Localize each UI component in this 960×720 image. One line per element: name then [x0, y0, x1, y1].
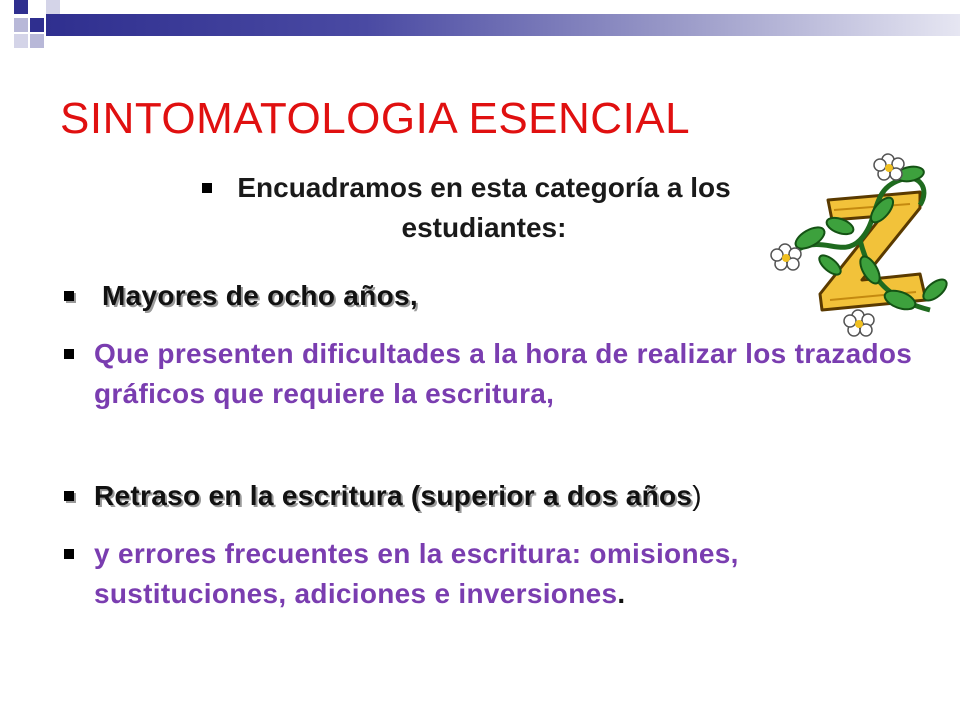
- corner-square: [30, 34, 44, 48]
- square-bullet-icon: [64, 491, 74, 501]
- corner-square: [14, 18, 28, 32]
- square-bullet-icon: [64, 291, 74, 301]
- corner-square: [30, 18, 44, 32]
- top-gradient-bar: [46, 14, 960, 36]
- list-item-suffix: .: [617, 578, 626, 609]
- list-item: [58, 534, 934, 614]
- list-item: [58, 476, 934, 516]
- corner-square: [14, 0, 28, 14]
- list-item: [58, 334, 934, 414]
- square-bullet-icon: [64, 549, 74, 559]
- square-bullet-icon: [202, 183, 212, 193]
- intro-line-2: estudiantes:: [401, 212, 567, 243]
- list-item-text: Que presenten dificultades a la hora de realizar los trazados gráficos que requiere la escritura,: [94, 338, 913, 409]
- corner-square: [14, 34, 28, 48]
- corner-square: [46, 0, 60, 14]
- list-item-suffix: ): [692, 480, 702, 511]
- square-bullet-icon: [64, 349, 74, 359]
- intro-line-1: Encuadramos en esta categoría a los: [237, 172, 731, 203]
- list-item-text: y errores frecuentes en la escritura: omisiones, sustituciones, adiciones e inversiones: [94, 538, 739, 609]
- slide-title: SINTOMATOLOGIA ESENCIAL: [60, 94, 691, 143]
- list-item: [58, 276, 894, 316]
- intro-paragraph: [134, 168, 834, 248]
- list-item-text: Retraso en la escritura (superior a dos años: [94, 480, 693, 511]
- list-item-text: Mayores de ocho años,: [102, 280, 418, 311]
